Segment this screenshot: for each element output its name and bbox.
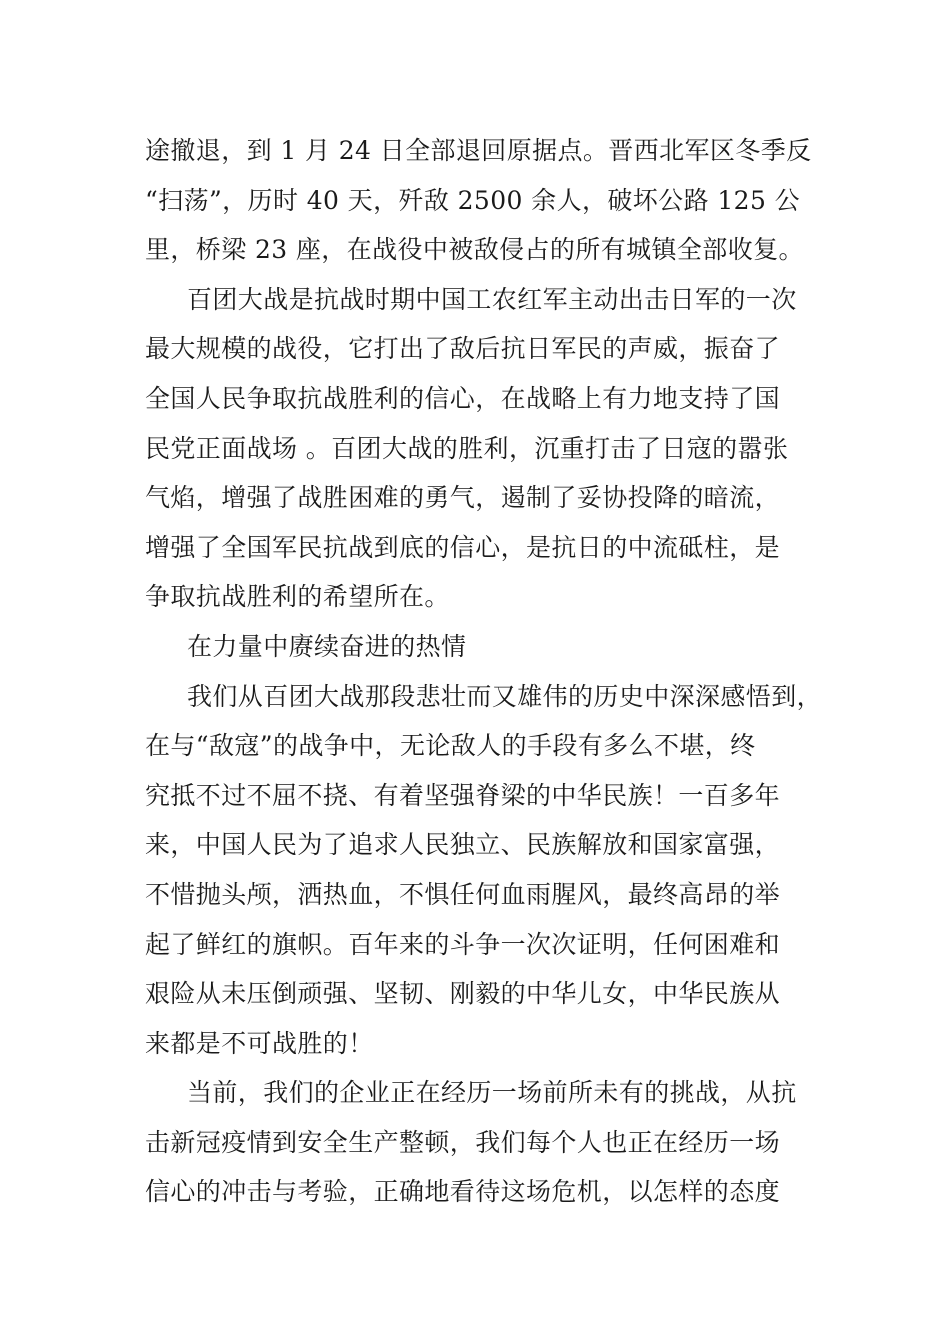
text-line: 信心的冲击与考验，正确地看待这场危机，以怎样的态度 [145, 1177, 781, 1207]
text-line: 在与“敌寇”的战争中，无论敌人的手段有多么不堪，终 [145, 731, 756, 761]
text-line: 里，桥梁 23 座，在战役中被敌侵占的所有城镇全部收复。 [145, 235, 804, 265]
text-line: 我们从百团大战那段悲壮而又雄伟的历史中深深感悟到， [187, 681, 823, 711]
text-line: 艰险从未压倒顽强、坚韧、刚毅的中华儿女，中华民族从 [145, 979, 781, 1009]
text-line: 起了鲜红的旗帜。百年来的斗争一次次证明，任何困难和 [145, 929, 781, 959]
text-line: 来，中国人民为了追求人民独立、民族解放和国家富强， [145, 830, 781, 860]
text-line: 究抵不过不屈不挠、有着坚强脊梁的中华民族！一百多年 [145, 780, 781, 810]
text-line: 当前，我们的企业正在经历一场前所未有的挑战，从抗 [187, 1078, 797, 1108]
text-line: 全国人民争取抗战胜利的信心，在战略上有力地支持了国 [145, 383, 781, 413]
text-line: 增强了全国军民抗战到底的信心，是抗日的中流砥柱，是 [145, 532, 781, 562]
text-line: 击新冠疫情到安全生产整顿，我们每个人也正在经历一场 [145, 1127, 781, 1157]
document-body-text [145, 126, 823, 1217]
text-line: 途撤退，到 1 月 24 日全部退回原据点。晋西北军区冬季反 [145, 136, 812, 165]
text-line: 不惜抛头颅，洒热血，不惧任何血雨腥风，最终高昂的举 [145, 879, 781, 909]
text-line: 争取抗战胜利的希望所在。 [145, 582, 450, 612]
text-line: 最大规模的战役，它打出了敌后抗日军民的声威，振奋了 [145, 334, 781, 364]
text-line: 在力量中赓续奋进的热情 [187, 631, 467, 661]
text-line: 来都是不可战胜的！ [145, 1028, 374, 1058]
text-line: 民党正面战场 。百团大战的胜利，沉重打击了日寇的嚣张 [145, 433, 789, 463]
text-line: 百团大战是抗战时期中国工农红军主动出击日军的一次 [187, 284, 797, 314]
text-line: 气焰，增强了战胜困难的勇气，遏制了妥协投降的暗流， [145, 483, 781, 513]
text-line: “扫荡”，历时 40 天，歼敌 2500 余人，破坏公路 125 公 [145, 185, 800, 215]
